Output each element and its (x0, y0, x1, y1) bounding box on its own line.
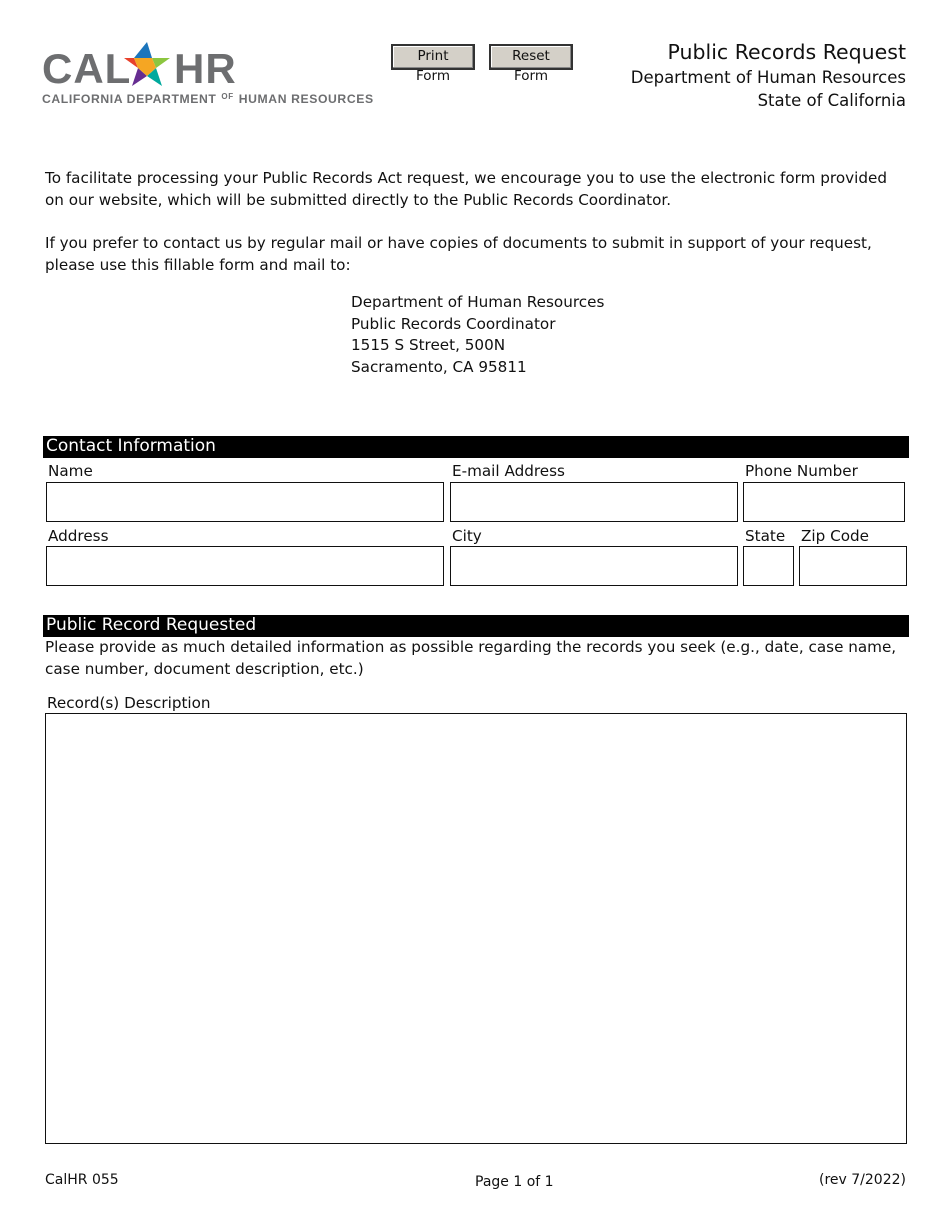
phone-label: Phone Number (745, 462, 858, 480)
address-line: Sacramento, CA 95811 (351, 357, 527, 376)
zip-label: Zip Code (801, 527, 869, 545)
logo-subtitle-part-b: HUMAN RESOURCES (238, 92, 374, 106)
record-section-header: Public Record Requested (43, 615, 909, 637)
name-label: Name (48, 462, 93, 480)
phone-field[interactable] (743, 482, 905, 522)
logo-text-cal: CAL (42, 45, 132, 92)
city-field[interactable] (450, 546, 738, 586)
logo-wordmark (42, 45, 237, 92)
mailing-address (351, 292, 604, 378)
logo-subtitle (42, 92, 374, 106)
email-field[interactable] (450, 482, 738, 522)
address-line: Department of Human Resources (351, 293, 605, 311)
revision-date: (rev 7/2022) (819, 1172, 906, 1188)
form-number: CalHR 055 (45, 1172, 119, 1188)
record-description-field[interactable] (45, 713, 907, 1144)
address-field[interactable] (46, 546, 444, 586)
description-label: Record(s) Description (47, 694, 211, 712)
print-form-button[interactable]: Print Form (391, 44, 475, 70)
intro-paragraph-1: To facilitate processing your Public Records Act request, we encourage you to use the electronic form provided on our website, which will be submitted directly to the Public Records Coordinator. (45, 169, 887, 209)
state-name: State of California (757, 91, 906, 110)
logo-subtitle-part-a: CALIFORNIA DEPARTMENT (42, 92, 217, 106)
state-label: State (745, 527, 786, 545)
logo-text-hr: HR (174, 45, 237, 92)
star-icon (122, 40, 172, 88)
name-field[interactable] (46, 482, 444, 522)
email-label: E-mail Address (452, 462, 565, 480)
zip-field[interactable] (799, 546, 907, 586)
address-label: Address (48, 527, 109, 545)
page-number: Page 1 of 1 (475, 1174, 554, 1190)
page-title: Public Records Request (667, 40, 906, 64)
city-label: City (452, 527, 482, 545)
calhr-logo (42, 40, 372, 110)
contact-section-header: Contact Information (43, 436, 909, 458)
logo-subtitle-of: OF (221, 92, 234, 101)
state-field[interactable] (743, 546, 794, 586)
address-line: 1515 S Street, 500N (351, 336, 506, 354)
address-line: Public Records Coordinator (351, 314, 556, 333)
intro-paragraph-2: If you prefer to contact us by regular mail or have copies of documents to submit in support of your request, please use this fillable form and mail to: (45, 234, 872, 274)
record-instructions: Please provide as much detailed information as possible regarding the records you seek (e.g., date, case name, case number, document description, etc.) (45, 638, 897, 678)
reset-form-button[interactable]: Reset Form (489, 44, 573, 70)
department-name: Department of Human Resources (630, 68, 906, 87)
